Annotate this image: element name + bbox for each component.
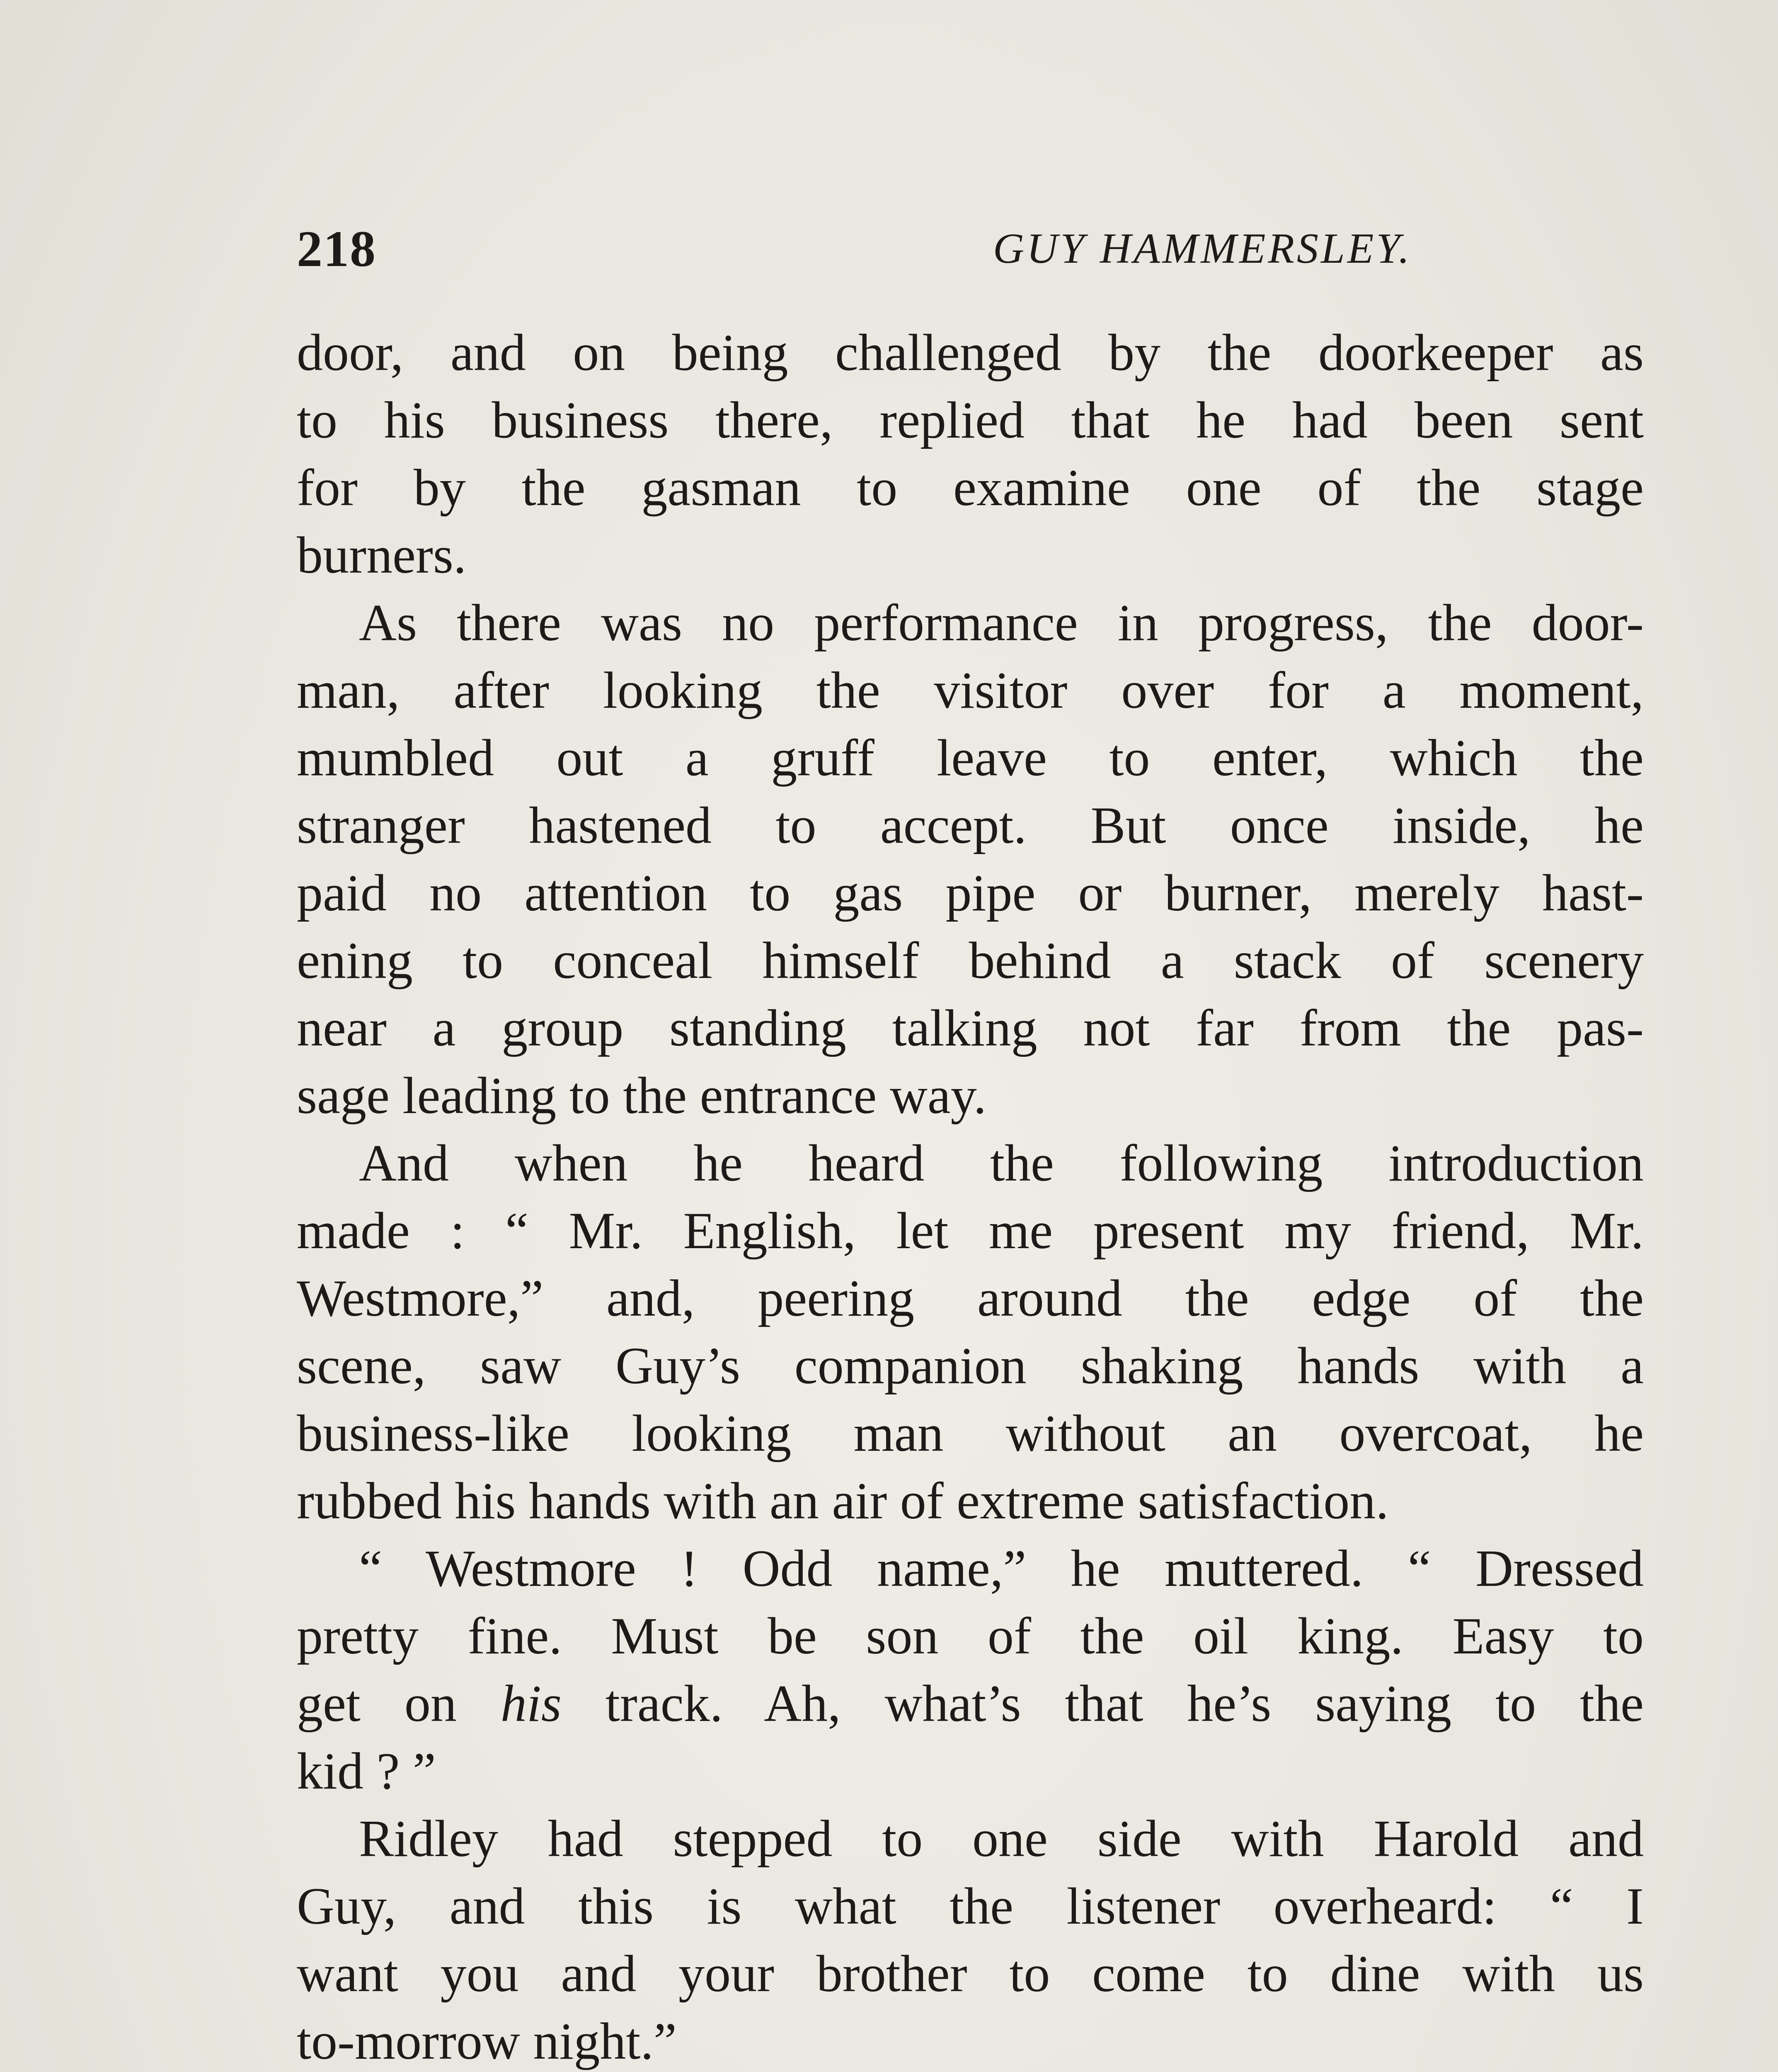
text-line: Westmore,” and, peering around the edge of the [297, 1270, 1644, 1327]
text-line: pretty fine. Must be son of the oil king. Easy to [297, 1607, 1644, 1665]
text-line: scene, saw Guy’s companion shaking hands with a [297, 1337, 1644, 1395]
text-line: man, after looking the visitor over for a moment, [297, 662, 1644, 719]
text-line: door, and on being challenged by the doorkeeper as [297, 324, 1644, 382]
text-run: track. Ah, what’s that he’s saying to the [561, 1675, 1644, 1733]
text-line: near a group standing talking not far from the pas- [297, 1000, 1644, 1057]
text-line: kid ? ” [297, 1743, 436, 1800]
text-line: burners. [297, 527, 467, 584]
page-number: 218 [297, 220, 376, 277]
text-line: rubbed his hands with an air of extreme satisfaction. [297, 1472, 1389, 1530]
body-text [297, 319, 1644, 2072]
text-line: want you and your brother to come to dine with us [297, 1945, 1644, 2003]
running-head: GUY HAMMERSLEY. [993, 225, 1412, 272]
text-line: to his business there, replied that he had been sent [297, 392, 1644, 449]
text-line: business-like looking man without an overcoat, he [297, 1405, 1644, 1462]
text-run: get on [297, 1675, 501, 1733]
text-line: sage leading to the entrance way. [297, 1067, 987, 1125]
text-line-with-italic [297, 1670, 1644, 1738]
text-line: ening to conceal himself behind a stack of scenery [297, 932, 1644, 990]
text-line: for by the gasman to examine one of the stage [297, 459, 1644, 517]
text-line: Guy, and this is what the listener overheard: “ I [297, 1878, 1644, 1935]
text-line: “ Westmore ! Odd name,” he muttered. “ Dressed [359, 1540, 1644, 1598]
text-line: mumbled out a gruff leave to enter, which the [297, 729, 1644, 787]
text-line: to-morrow night.” [297, 2013, 677, 2070]
text-line: As there was no performance in progress, the door- [359, 594, 1644, 652]
page-header [297, 215, 1644, 286]
text-line: paid no attention to gas pipe or burner, merely hast- [297, 864, 1644, 922]
text-line: Ridley had stepped to one side with Harold and [359, 1810, 1644, 1868]
italic-word: his [500, 1675, 562, 1733]
text-line: made : “ Mr. English, let me present my friend, Mr. [297, 1202, 1644, 1260]
text-line: stranger hastened to accept. But once inside, he [297, 797, 1644, 854]
text-line: And when he heard the following introduction [359, 1135, 1644, 1192]
